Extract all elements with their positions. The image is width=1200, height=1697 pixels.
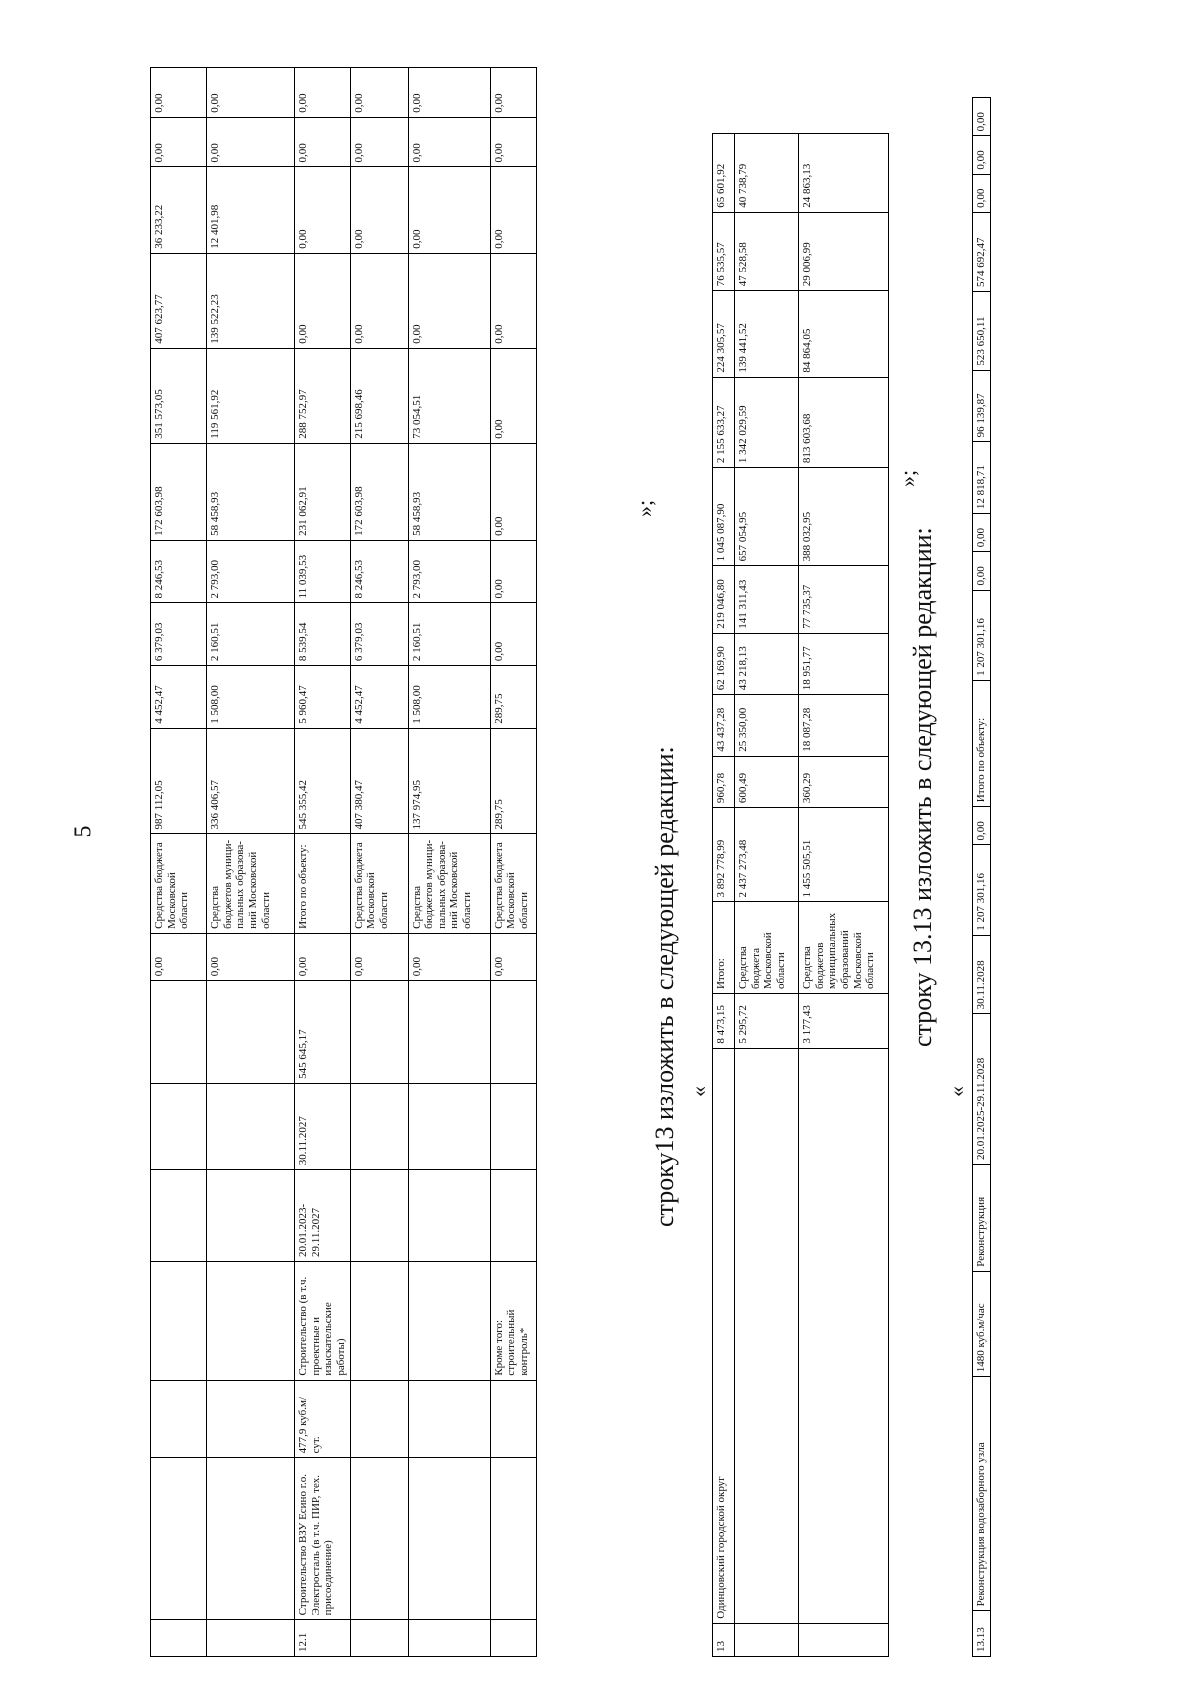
- source-cell: Итого по объекту:: [295, 834, 351, 933]
- value-cell: 336 406,57: [207, 728, 295, 834]
- value-cell: 960,78: [713, 756, 735, 807]
- table-cell: 0,00: [973, 552, 991, 590]
- value-cell: 73 054,51: [408, 348, 490, 443]
- value-cell: 0,00: [490, 933, 536, 980]
- value-cell: 62 169,90: [713, 633, 735, 695]
- source-cell: Средства бюджета Московской области: [490, 834, 536, 933]
- table-row-13-13: [972, 97, 991, 1657]
- value-cell: 43 437,28: [713, 695, 735, 757]
- value-cell: 0,00: [350, 933, 408, 980]
- value-cell: 76 535,57: [713, 212, 735, 291]
- value-cell: 0,00: [295, 253, 351, 348]
- value-cell: 0,00: [295, 933, 351, 980]
- table-cell: 12 818,71: [973, 442, 991, 514]
- table-row: [490, 68, 536, 1657]
- page-number: 5: [70, 825, 97, 838]
- source-cell: Итого:: [713, 902, 735, 994]
- source-cell: Средства бюджетов муниципальных образований Московской области: [799, 902, 889, 994]
- date-cell: [207, 1083, 295, 1169]
- value-cell: 2 793,00: [408, 540, 490, 603]
- row-id-cell: [408, 1620, 490, 1657]
- closing-mark-13: »;: [895, 469, 920, 487]
- table-cell: 0,00: [973, 807, 991, 845]
- row-id-cell: [151, 1620, 207, 1657]
- value-cell: 3 177,43: [799, 994, 889, 1049]
- value-cell: 84 864,05: [799, 291, 889, 377]
- table-cell: 0,00: [973, 514, 991, 552]
- value-cell: 545 355,42: [295, 728, 351, 834]
- value-cell: 2 160,51: [207, 603, 295, 666]
- value-cell: 0,00: [151, 68, 207, 118]
- row-id-cell: 12.1: [295, 1620, 351, 1657]
- value-cell: 139 441,52: [735, 291, 799, 377]
- value-cell: 0,00: [295, 167, 351, 253]
- value-cell: 0,00: [490, 253, 536, 348]
- table-cell: Итого по объекту:: [973, 680, 991, 806]
- capacity-cell: [408, 1380, 490, 1458]
- value-cell: 139 522,23: [207, 253, 295, 348]
- value-cell: 1 045 087,90: [713, 468, 735, 566]
- value-cell: 219 046,80: [713, 566, 735, 633]
- value-cell: 407 623,77: [151, 253, 207, 348]
- source-cell: Средства бюджета Московской области: [350, 834, 408, 933]
- work-type-cell: Кроме того: строительный контроль*: [490, 1261, 536, 1380]
- value-cell: 4 452,47: [350, 666, 408, 729]
- value-cell: 18 087,28: [799, 695, 889, 757]
- capacity-cell: 477,9 куб.м/сут.: [295, 1380, 351, 1458]
- table-cell: 1480 куб.м/час: [973, 1271, 991, 1377]
- value-cell: 0,00: [295, 117, 351, 167]
- cost-cell: [408, 981, 490, 1084]
- value-cell: 0,00: [151, 933, 207, 980]
- value-cell: 29 006,99: [799, 212, 889, 291]
- value-cell: 36 233,22: [151, 167, 207, 253]
- source-cell: Средства бюджетов муници-пальных образова-ний Московской области: [207, 834, 295, 933]
- value-cell: 813 603,68: [799, 377, 889, 468]
- value-cell: 8 246,53: [151, 540, 207, 603]
- value-cell: 231 062,91: [295, 443, 351, 540]
- value-cell: 4 452,47: [151, 666, 207, 729]
- object-name-cell: [490, 1458, 536, 1620]
- work-type-cell: [151, 1261, 207, 1380]
- table-cell: 0,00: [973, 98, 991, 136]
- row-id-cell: [799, 1623, 889, 1656]
- value-cell: 2 793,00: [207, 540, 295, 603]
- value-cell: 987 112,05: [151, 728, 207, 834]
- caption-row-13: строку13 изложить в следующей редакции:: [650, 746, 679, 1227]
- table-row-13: [712, 67, 889, 1657]
- object-name-cell: Одинцовский городской округ: [713, 1048, 735, 1623]
- table-cell: 96 139,87: [973, 370, 991, 442]
- value-cell: 215 698,46: [350, 348, 408, 443]
- capacity-cell: [151, 1380, 207, 1458]
- work-type-cell: [408, 1261, 490, 1380]
- value-cell: 47 528,58: [735, 212, 799, 291]
- object-name-cell: Строительство ВЗУ Есино г.о. Электросталь (в т.ч. ПИР, тех. присоединение): [295, 1458, 351, 1620]
- table-cell: 574 692,47: [973, 212, 991, 291]
- cost-cell: [207, 981, 295, 1084]
- cost-cell: [350, 981, 408, 1084]
- value-cell: 12 401,98: [207, 167, 295, 253]
- value-cell: 1 455 505,51: [799, 808, 889, 902]
- value-cell: 5 960,47: [295, 666, 351, 729]
- period-cell: 20.01.2023-29.11.2027: [295, 1170, 351, 1262]
- caption-row-13-13: строку 13.13 изложить в следующей редакции:: [908, 527, 937, 1047]
- value-cell: 58 458,93: [408, 443, 490, 540]
- value-cell: 0,00: [151, 117, 207, 167]
- source-cell: Средства бюджета Московской области: [151, 834, 207, 933]
- capacity-cell: [207, 1380, 295, 1458]
- value-cell: 0,00: [207, 68, 295, 118]
- value-cell: 11 039,53: [295, 540, 351, 603]
- value-cell: 0,00: [350, 68, 408, 118]
- value-cell: 5 295,72: [735, 994, 799, 1049]
- source-cell: Средства бюджета Московской области: [735, 902, 799, 994]
- value-cell: 407 380,47: [350, 728, 408, 834]
- value-cell: 8 246,53: [350, 540, 408, 603]
- value-cell: 3 892 778,99: [713, 808, 735, 902]
- table-cell: 0,00: [973, 136, 991, 174]
- value-cell: 0,00: [408, 167, 490, 253]
- value-cell: 43 218,13: [735, 633, 799, 695]
- value-cell: 289,75: [490, 666, 536, 729]
- table-cell: 523 650,11: [973, 292, 991, 371]
- value-cell: 0,00: [490, 68, 536, 118]
- capacity-cell: [490, 1380, 536, 1458]
- value-cell: 289,75: [490, 728, 536, 834]
- period-cell: [350, 1170, 408, 1262]
- period-cell: [151, 1170, 207, 1262]
- open-quote: «: [686, 1086, 711, 1097]
- value-cell: 40 738,79: [735, 134, 799, 213]
- value-cell: 0,00: [207, 933, 295, 980]
- value-cell: 1 342 029,59: [735, 377, 799, 468]
- object-name-cell: [408, 1458, 490, 1620]
- value-cell: 141 311,43: [735, 566, 799, 633]
- value-cell: 2 437 273,48: [735, 808, 799, 902]
- value-cell: 172 603,98: [350, 443, 408, 540]
- value-cell: 0,00: [490, 443, 536, 540]
- value-cell: 351 573,05: [151, 348, 207, 443]
- table-row: [713, 68, 735, 1657]
- cost-cell: 545 645,17: [295, 981, 351, 1084]
- value-cell: 8 473,15: [713, 994, 735, 1049]
- closing-mark: »;: [632, 499, 657, 517]
- table-cell: 1 207 301,16: [973, 590, 991, 680]
- date-cell: [151, 1083, 207, 1169]
- value-cell: 65 601,92: [713, 134, 735, 213]
- value-cell: 6 379,03: [151, 603, 207, 666]
- date-cell: [490, 1083, 536, 1169]
- value-cell: 0,00: [350, 117, 408, 167]
- value-cell: 2 160,51: [408, 603, 490, 666]
- value-cell: 24 863,13: [799, 134, 889, 213]
- value-cell: 58 458,93: [207, 443, 295, 540]
- table-row: [973, 98, 991, 1657]
- row-id-cell: [490, 1620, 536, 1657]
- value-cell: 137 974,95: [408, 728, 490, 834]
- value-cell: 600,49: [735, 756, 799, 807]
- row-id-cell: [350, 1620, 408, 1657]
- object-name-cell: [735, 1048, 799, 1623]
- value-cell: 0,00: [408, 933, 490, 980]
- object-name-cell: [799, 1048, 889, 1623]
- date-cell: [408, 1083, 490, 1169]
- value-cell: 657 054,95: [735, 468, 799, 566]
- source-cell: Средства бюджетов муници-пальных образова-ний Московской области: [408, 834, 490, 933]
- table-item-12: [150, 67, 537, 1657]
- table-cell: Реконструкция водозаборного узла: [973, 1377, 991, 1611]
- value-cell: 0,00: [295, 68, 351, 118]
- value-cell: 119 561,92: [207, 348, 295, 443]
- date-cell: 30.11.2027: [295, 1083, 351, 1169]
- table-row: [350, 68, 408, 1657]
- row-id-cell: [735, 1623, 799, 1656]
- value-cell: 0,00: [408, 253, 490, 348]
- value-cell: 8 539,54: [295, 603, 351, 666]
- table-row: [735, 68, 799, 1657]
- value-cell: 224 305,57: [713, 291, 735, 377]
- value-cell: 360,29: [799, 756, 889, 807]
- object-name-cell: [151, 1458, 207, 1620]
- date-cell: [350, 1083, 408, 1169]
- value-cell: 1 508,00: [207, 666, 295, 729]
- table-row: [408, 68, 490, 1657]
- value-cell: 288 752,97: [295, 348, 351, 443]
- capacity-cell: [350, 1380, 408, 1458]
- open-quote-2: «: [944, 1086, 969, 1097]
- cost-cell: [490, 981, 536, 1084]
- value-cell: 6 379,03: [350, 603, 408, 666]
- table-row: [207, 68, 295, 1657]
- value-cell: 2 155 633,27: [713, 377, 735, 468]
- value-cell: 0,00: [490, 603, 536, 666]
- object-name-cell: [350, 1458, 408, 1620]
- value-cell: 0,00: [350, 167, 408, 253]
- value-cell: 25 350,00: [735, 695, 799, 757]
- period-cell: [490, 1170, 536, 1262]
- table-row: [151, 68, 207, 1657]
- table-row: [799, 68, 889, 1657]
- table-cell: 20.01.2025-29.11.2028: [973, 1014, 991, 1165]
- table-row: [295, 68, 351, 1657]
- work-type-cell: [350, 1261, 408, 1380]
- work-type-cell: [207, 1261, 295, 1380]
- value-cell: 18 951,77: [799, 633, 889, 695]
- value-cell: 0,00: [490, 167, 536, 253]
- table-cell: Реконструкция: [973, 1164, 991, 1271]
- value-cell: 0,00: [207, 117, 295, 167]
- cost-cell: [151, 981, 207, 1084]
- value-cell: 0,00: [408, 68, 490, 118]
- value-cell: 1 508,00: [408, 666, 490, 729]
- value-cell: 0,00: [490, 117, 536, 167]
- value-cell: 77 735,37: [799, 566, 889, 633]
- work-type-cell: Строительство (в т.ч. проектные и изыскательские работы): [295, 1261, 351, 1380]
- value-cell: 0,00: [408, 117, 490, 167]
- value-cell: 0,00: [490, 540, 536, 603]
- table-cell: 13.13: [973, 1611, 991, 1657]
- period-cell: [408, 1170, 490, 1262]
- value-cell: 0,00: [350, 253, 408, 348]
- period-cell: [207, 1170, 295, 1262]
- table-cell: 1 207 301,16: [973, 845, 991, 935]
- row-id-cell: [207, 1620, 295, 1657]
- value-cell: 172 603,98: [151, 443, 207, 540]
- row-id-cell: 13: [713, 1623, 735, 1656]
- table-cell: 30.11.2028: [973, 935, 991, 1014]
- value-cell: 388 032,95: [799, 468, 889, 566]
- value-cell: 0,00: [490, 348, 536, 443]
- table-cell: 0,00: [973, 174, 991, 212]
- object-name-cell: [207, 1458, 295, 1620]
